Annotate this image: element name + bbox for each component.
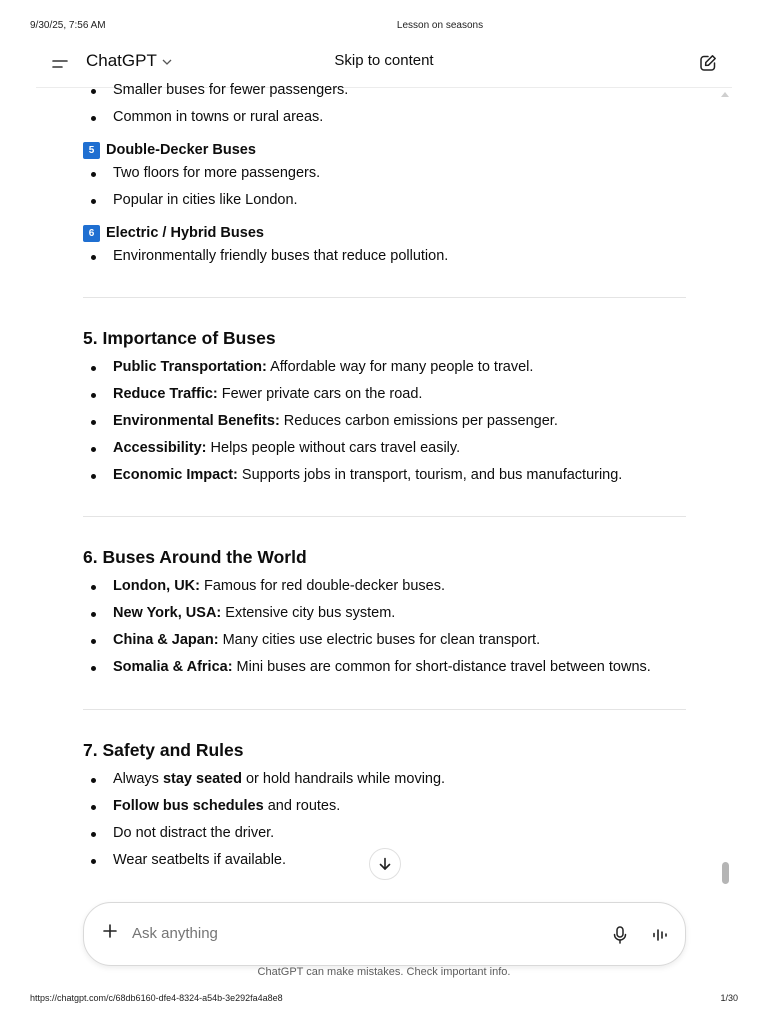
list-item: China & Japan: Many cities use electric buses for clean transport. [83, 627, 686, 654]
disclaimer-text: ChatGPT can make mistakes. Check important info. [257, 966, 511, 978]
chat-content [83, 82, 686, 900]
subsection-title: Double-Decker Buses [106, 142, 256, 158]
list-item: Reduce Traffic: Fewer private cars on the road. [83, 381, 686, 408]
divider [83, 709, 686, 710]
section-heading: 6. Buses Around the World [83, 547, 307, 567]
print-datetime: 9/30/25, 7:56 AM [30, 20, 106, 31]
list-item: Two floors for more passengers. [83, 160, 686, 187]
section-heading: 7. Safety and Rules [83, 740, 244, 760]
voice-mode-icon[interactable] [651, 926, 669, 944]
brand-label: ChatGPT [86, 51, 157, 70]
subsection-electric-hybrid [83, 223, 686, 243]
list-item: Economic Impact: Supports jobs in transport, tourism, and bus manufacturing. [83, 462, 686, 489]
subsection-double-decker [83, 140, 686, 160]
world-buses-list [83, 573, 686, 681]
prompt-input[interactable] [132, 925, 572, 942]
chevron-down-icon [161, 56, 173, 68]
number-badge: 5 [83, 142, 100, 159]
electric-hybrid-list [83, 243, 686, 270]
list-item: Smaller buses for fewer passengers. [83, 82, 686, 104]
print-url: https://chatgpt.com/c/68db6160-dfe4-8324-a54b-3e292fa4a8e8 [30, 993, 283, 1003]
model-selector[interactable] [86, 51, 173, 71]
message-composer [83, 902, 686, 966]
number-badge: 6 [83, 225, 100, 242]
list-item: Follow bus schedules and routes. [83, 793, 686, 820]
print-page-title: Lesson on seasons [396, 20, 484, 31]
arrow-down-icon [377, 856, 393, 872]
list-item: Environmental Benefits: Reduces carbon emissions per passenger. [83, 408, 686, 435]
section-heading: 5. Importance of Buses [83, 328, 276, 348]
print-page-number: 1/30 [720, 993, 738, 1003]
divider [83, 516, 686, 517]
list-item: Wear seatbelts if available. [83, 847, 686, 874]
skip-to-content-link[interactable]: Skip to content [334, 52, 434, 69]
menu-icon[interactable] [50, 54, 70, 74]
list-item: Public Transportation: Affordable way for many people to travel. [83, 354, 686, 381]
scroll-to-bottom-button[interactable] [369, 848, 401, 880]
new-chat-icon[interactable] [698, 53, 718, 73]
subsection-title: Electric / Hybrid Buses [106, 225, 264, 241]
plus-icon[interactable] [102, 923, 118, 939]
microphone-icon[interactable] [612, 925, 628, 945]
bus-types-list [83, 82, 686, 131]
double-decker-list [83, 160, 686, 214]
list-item: Common in towns or rural areas. [83, 104, 686, 131]
list-item: Somalia & Africa: Mini buses are common for short-distance travel between towns. [83, 654, 686, 681]
list-item: London, UK: Famous for red double-decker buses. [83, 573, 686, 600]
list-item: Do not distract the driver. [83, 820, 686, 847]
divider [83, 297, 686, 298]
list-item: Accessibility: Helps people without cars travel easily. [83, 435, 686, 462]
scroll-up-arrow[interactable] [721, 92, 729, 97]
importance-list [83, 354, 686, 489]
list-item: Always stay seated or hold handrails while moving. [83, 766, 686, 793]
list-item: Environmentally friendly buses that reduce pollution. [83, 243, 686, 270]
list-item: New York, USA: Extensive city bus system. [83, 600, 686, 627]
list-item: Popular in cities like London. [83, 187, 686, 214]
scrollbar-thumb[interactable] [722, 862, 729, 884]
